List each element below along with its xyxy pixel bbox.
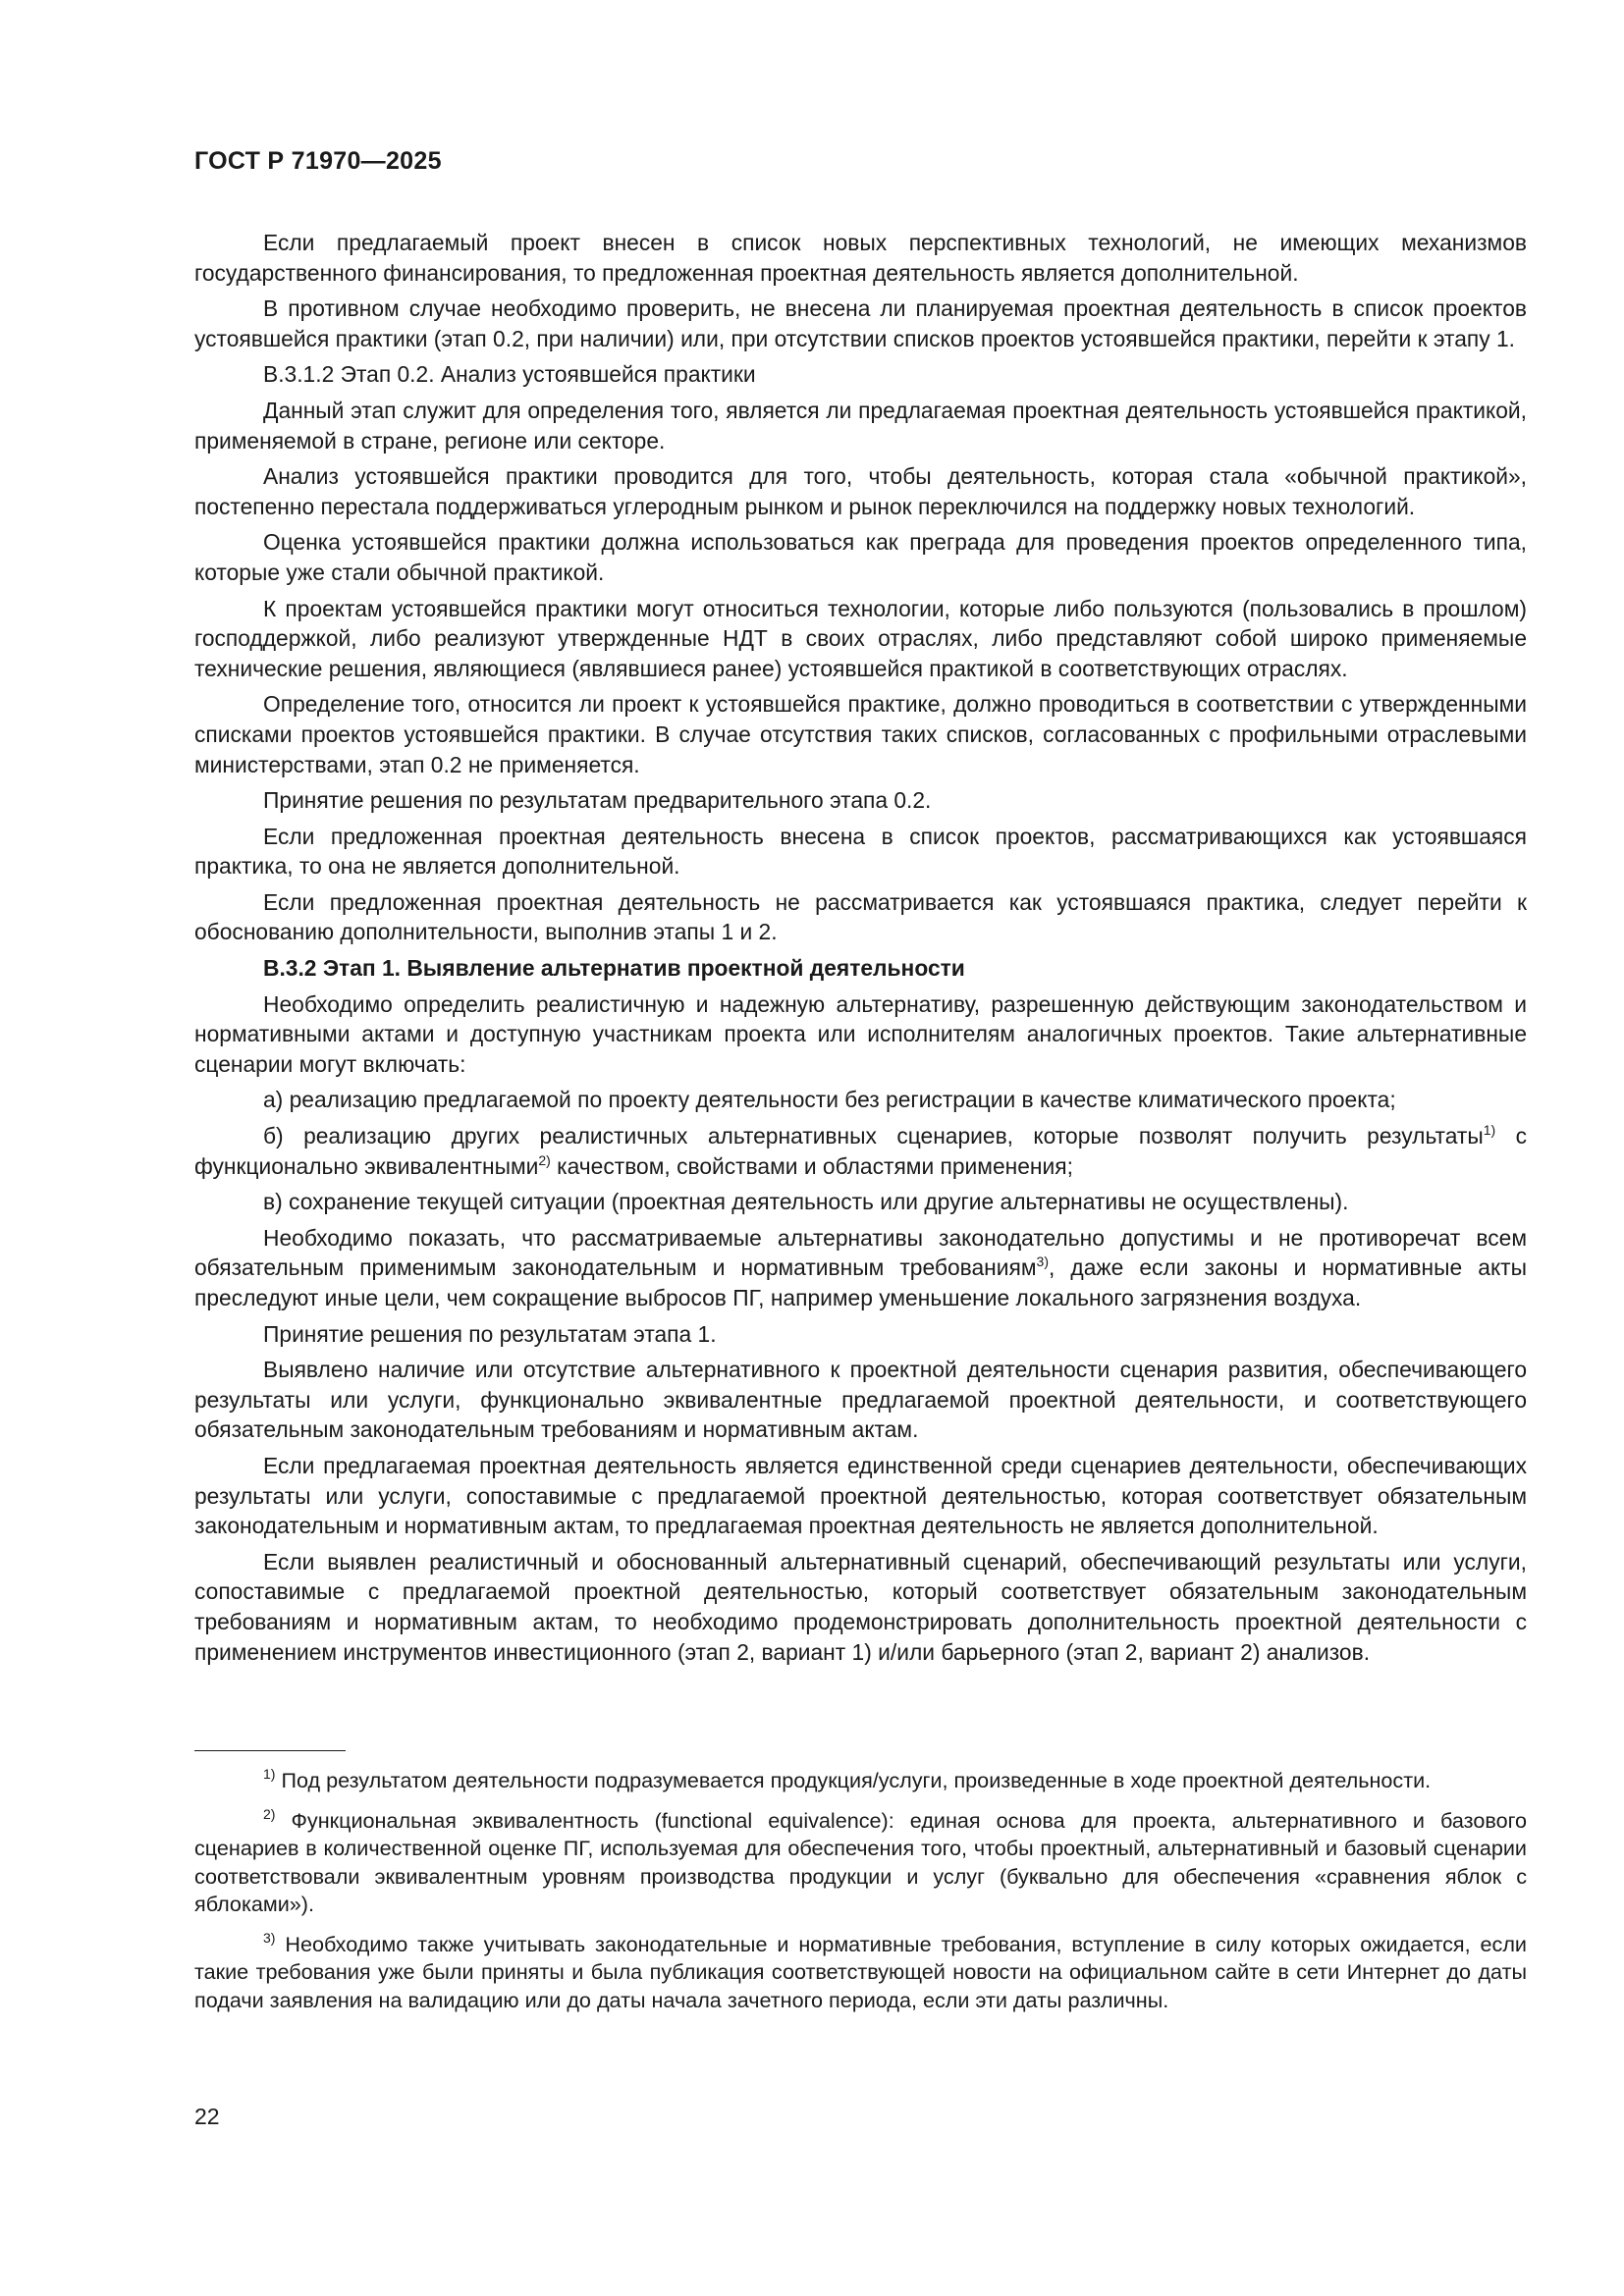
footnote-text: Необходимо также учитывать законодательные и нормативные требования, вступление в силу которых ожидается, если такие требования уже были приняты и была публикация соответствующей новости на официальном сайте в сети Интернет до даты подачи заявления на валидацию или до даты начала зачетного периода, если эти даты различны. bbox=[194, 1931, 1527, 2012]
paragraph: Если предлагаемая проектная деятельность является единственной среди сценариев деятельности, обеспечивающих результаты или услуги, сопоставимые с предлагаемой проектной деятельностью, которая соответствует обязательным законодательным и нормативным актам, то предлагаемая проектная деятельность не является дополнительной. bbox=[194, 1452, 1527, 1539]
footnote-divider bbox=[194, 1750, 346, 1751]
paragraph: Анализ устоявшейся практики проводится для того, чтобы деятельность, которая стала «обычной практикой», постепенно перестала поддерживаться углеродным рынком и рынок переключился на поддержку новых технологий. bbox=[194, 463, 1527, 519]
footnotes bbox=[194, 1767, 1527, 2026]
footnote-ref: 3) bbox=[1036, 1254, 1049, 1270]
paragraph: Если предлагаемый проект внесен в список новых перспективных технологий, не имеющих механизмов государственного финансирования, то предложенная проектная деятельность является дополнительной. bbox=[194, 230, 1527, 286]
footnote bbox=[194, 1807, 1527, 1919]
paragraph: Определение того, относится ли проект к устоявшейся практике, должно проводиться в соответствии с утвержденными списками проектов устоявшейся практики. В случае отсутствия таких списков, согласованных с профильными отраслевыми министерствами, этап 0.2 не применяется. bbox=[194, 691, 1527, 777]
paragraph: В противном случае необходимо проверить, не внесена ли планируемая проектная деятельность в список проектов устоявшейся практики (этап 0.2, при наличии) или, при отсутствии списков проектов устоявшейся практики, перейти к этапу 1. bbox=[194, 295, 1527, 351]
paragraph: Если предложенная проектная деятельность внесена в список проектов, рассматривающихся как устоявшаяся практика, то она не является дополнительной. bbox=[194, 823, 1527, 880]
page-number: 22 bbox=[194, 2104, 220, 2129]
paragraph: Необходимо определить реалистичную и надежную альтернативу, разрешенную действующим законодательством и нормативными актами и доступную участникам проекта или исполнителям аналогичных проектов. Такие альтернативные сценарии могут включать: bbox=[194, 990, 1527, 1077]
footnote-mark: 1) bbox=[263, 1766, 276, 1782]
paragraph: К проектам устоявшейся практики могут относиться технологии, которые либо пользуются (пользовались в прошлом) господдержкой, либо реализуют утвержденные НДТ в своих отраслях, либо представляют собой широко применяемые технические решения, являющиеся (являвшиеся ранее) устоявшейся практикой в соответствующих отраслях. bbox=[194, 595, 1527, 681]
paragraph: Если предложенная проектная деятельность не рассматривается как устоявшаяся практика, следует перейти к обоснованию дополнительности, выполнив этапы 1 и 2. bbox=[194, 888, 1527, 945]
list-item bbox=[194, 1121, 1527, 1181]
footnote-text: Под результатом деятельности подразумевается продукция/услуги, произведенные в ходе проектной деятельности. bbox=[275, 1768, 1432, 1792]
subsection-title: В.3.1.2 Этап 0.2. Анализ устоявшейся практики bbox=[263, 361, 756, 388]
document-header: ГОСТ Р 71970—2025 bbox=[194, 147, 442, 175]
paragraph: Принятие решения по результатам предварительного этапа 0.2. bbox=[263, 787, 932, 814]
paragraph bbox=[194, 1223, 1527, 1313]
document-body bbox=[194, 228, 1527, 1673]
footnote bbox=[194, 1931, 1527, 2015]
list-item-text: б) реализацию других реалистичных альтернативных сценариев, которые позволят получить результаты bbox=[263, 1123, 1484, 1149]
paragraph: Если выявлен реалистичный и обоснованный альтернативный сценарий, обеспечивающий результаты или услуги, сопоставимые с предлагаемой проектной деятельностью, который соответствует обязательным законодательным требованиям и нормативным актам, то необходимо продемонстрировать дополнительность проектной деятельности с применением инструментов инвестиционного (этап 2, вариант 1) и/или барьерного (этап 2, вариант 2) анализов. bbox=[194, 1548, 1527, 1665]
paragraph: Данный этап служит для определения того, является ли предлагаемая проектная деятельность устоявшейся практикой, применяемой в стране, регионе или секторе. bbox=[194, 397, 1527, 454]
section-heading: В.3.2 Этап 1. Выявление альтернатив проектной деятельности bbox=[263, 955, 965, 982]
footnote-ref: 1) bbox=[1483, 1122, 1496, 1139]
list-item: а) реализацию предлагаемой по проекту деятельности без регистрации в качестве климатического проекта; bbox=[263, 1087, 1396, 1113]
list-item: в) сохранение текущей ситуации (проектная деятельность или другие альтернативы не осуществлены). bbox=[263, 1189, 1349, 1215]
paragraph: Выявлено наличие или отсутствие альтернативного к проектной деятельности сценария развития, обеспечивающего результаты или услуги, функционально эквивалентные предлагаемой проектной деятельности, и соответствующего обязательным законодательным требованиям и нормативным актам. bbox=[194, 1357, 1527, 1443]
footnote bbox=[194, 1767, 1527, 1795]
footnote-ref: 2) bbox=[538, 1151, 551, 1168]
list-item-text: качеством, свойствами и областями применения; bbox=[550, 1152, 1073, 1179]
paragraph-text: , даже если законы и нормативные акты преследуют иные цели, чем сокращение выбросов ПГ, например уменьшение локального загрязнения воздуха. bbox=[194, 1255, 1528, 1310]
paragraph-text: Необходимо показать, что рассматриваемые альтернативы законодательно допустимы и не противоречат всем обязательным применимым законодательным и нормативным требованиям bbox=[194, 1224, 1527, 1281]
footnote-mark: 3) bbox=[263, 1929, 276, 1946]
paragraph: Оценка устоявшейся практики должна использоваться как преграда для проведения проектов определенного типа, которые уже стали обычной практикой. bbox=[194, 529, 1527, 585]
list-item-text: с функционально эквивалентными bbox=[194, 1123, 1528, 1179]
footnote-text: Функциональная эквивалентность (functional equivalence): единая основа для проекта, альтернативного и базового сценариев в количественной оценке ПГ, используемая для обеспечения того, чтобы проектный, альтернативный и базовый сценарии соответствовали эквивалентным уровням производства продукции и услуг (буквально для обеспечения «сравнения яблок с яблоками»). bbox=[194, 1807, 1527, 1916]
footnote-mark: 2) bbox=[263, 1805, 276, 1822]
paragraph: Принятие решения по результатам этапа 1. bbox=[263, 1320, 717, 1347]
